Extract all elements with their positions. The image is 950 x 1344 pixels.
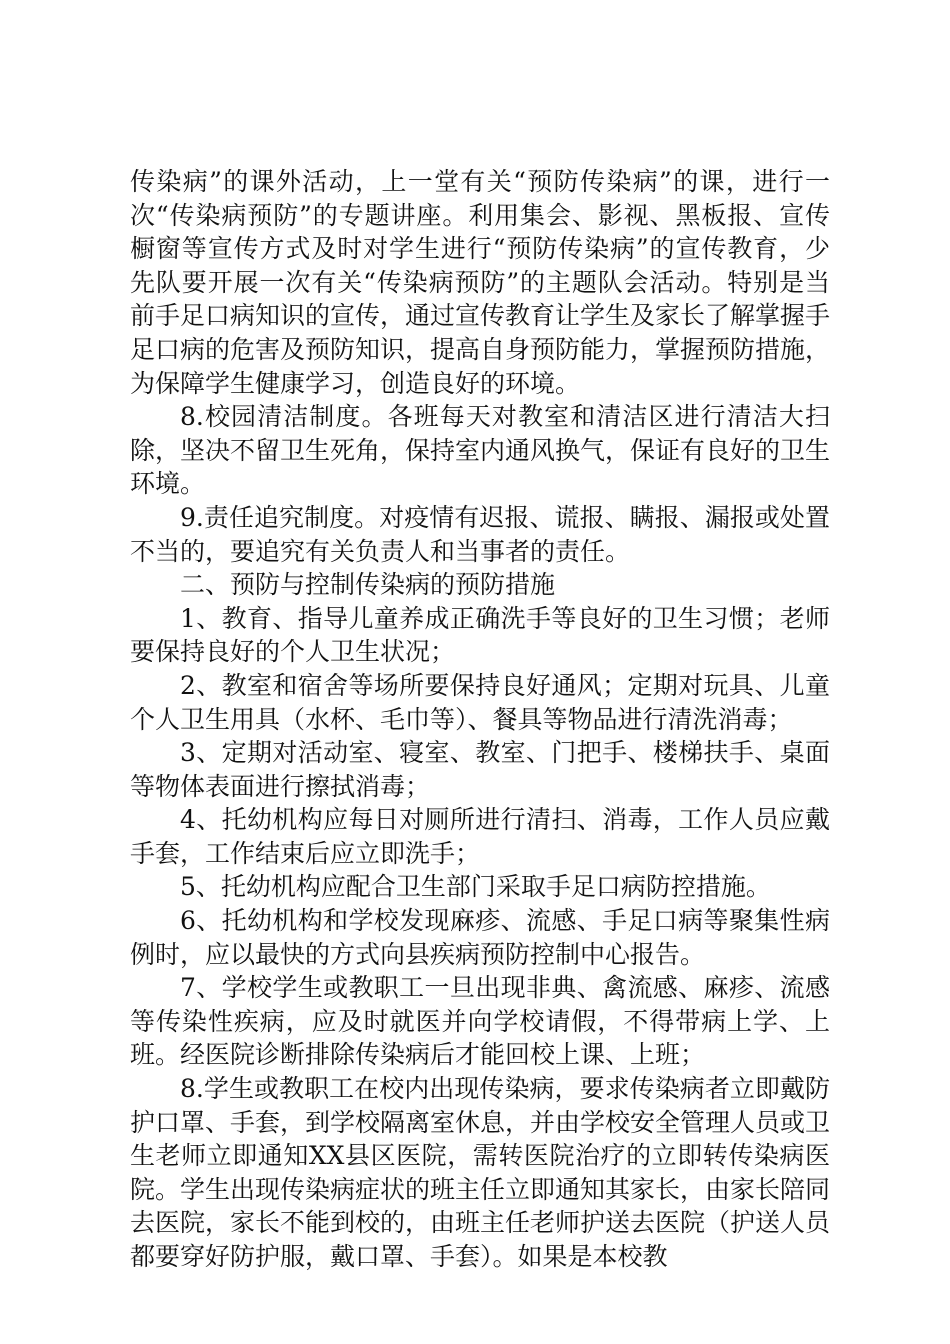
measure-item-6: 6、托幼机构和学校发现麻疹、流感、手足口病等聚集性病例时，应以最快的方式向县疾病预防控制中心报告。 — [130, 906, 830, 969]
section-heading-prevention-measures: 二、预防与控制传染病的预防措施 — [180, 570, 556, 600]
paragraph-accountability-system: 9.责任追究制度。对疫情有迟报、谎报、瞒报、漏报或处置不当的，要追究有关负责人和当事者的责任。 — [130, 502, 830, 566]
measure-item-3: 3、定期对活动室、寝室、教室、门把手、楼梯扶手、桌面等物体表面进行擦拭消毒； — [130, 738, 830, 801]
measure-item-1: 1、教育、指导儿童养成正确洗手等良好的卫生习惯；老师要保持良好的个人卫生状况； — [130, 603, 830, 667]
paragraph-cleaning-system: 8.校园清洁制度。各班每天对教室和清洁区进行清洁大扫除，坚决不留卫生死角，保持室内通风换气，保证有良好的卫生环境。 — [130, 402, 831, 499]
measure-item-7: 7、学校学生或教职工一旦出现非典、禽流感、麻疹、流感等传染性疾病，应及时就医并向学校请假，不得带病上学、上班。经医院诊断排除传染病后才能回校上课、上班； — [130, 973, 830, 1070]
measure-item-4: 4、托幼机构应每日对厕所进行清扫、消毒，工作人员应戴手套，工作结束后应立即洗手； — [130, 805, 830, 868]
document-body — [130, 165, 830, 1274]
measure-item-2: 2、教室和宿舍等场所要保持良好通风；定期对玩具、儿童个人卫生用具（水杯、毛巾等）、餐具等物品进行清洗消毒； — [130, 670, 830, 734]
measure-item-5: 5、托幼机构应配合卫生部门采取手足口病防控措施。 — [180, 872, 771, 902]
paragraph-continuation: 传染病”的课外活动，上一堂有关“预防传染病”的课，进行一次“传染病预防”的专题讲座。利用集会、影视、黑板报、宣传橱窗等宣传方式及时对学生进行“预防传染病”的宣传教育，少先队要开展一次有关“传染病预防”的主题队会活动。特别是当前手足口病知识的宣传，通过宣传教育让学生及家长了解掌握手足口病的危害及预防知识，提高自身预防能力，掌握预防措施，为保障学生健康学习，创造良好的环境。 — [130, 167, 831, 398]
measure-item-8: 8.学生或教职工在校内出现传染病，要求传染病者立即戴防护口罩、手套，到学校隔离室休息，并由学校安全管理人员或卫生老师立即通知XX县区医院，需转医院治疗的立即转传染病医院。学生出现传染病症状的班主任立即通知其家长，由家长陪同去医院，家长不能到校的，由班主任老师护送去医院（护送人员都要穿好防护服，戴口罩、手套）。如果是本校教 — [130, 1074, 831, 1271]
